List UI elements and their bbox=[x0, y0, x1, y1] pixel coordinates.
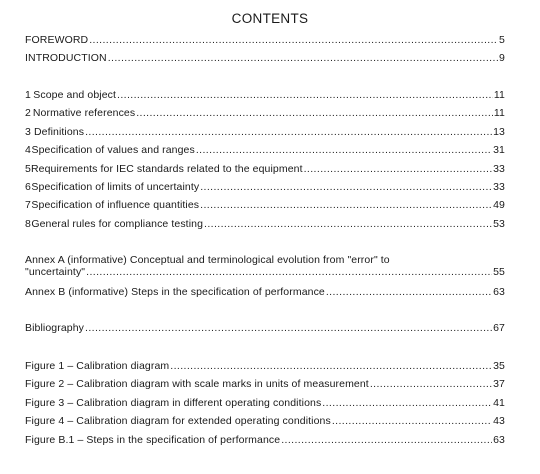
toc-entry-label: Specification of limits of uncertainty bbox=[31, 181, 200, 193]
toc-entry-label: Bibliography bbox=[25, 322, 84, 334]
toc-entry-page: 43 bbox=[493, 415, 505, 427]
toc-entry-label: General rules for compliance testing bbox=[31, 218, 204, 230]
toc-entry-label: Figure 1 – Calibration diagram bbox=[25, 360, 170, 372]
toc-entry-clause-3[interactable] bbox=[25, 125, 505, 139]
toc-entry-figure-3[interactable] bbox=[25, 396, 505, 410]
toc-entry-clause-1[interactable] bbox=[25, 88, 505, 102]
dot-leader bbox=[86, 265, 492, 279]
toc-entry-page: 5 bbox=[499, 34, 505, 46]
toc-entry-page: 37 bbox=[493, 378, 505, 390]
clause-number: 3 bbox=[25, 126, 31, 138]
toc-entry-page: 31 bbox=[493, 144, 505, 156]
dot-leader bbox=[200, 180, 492, 194]
dot-leader bbox=[89, 33, 498, 47]
toc-entry-label: Definitions bbox=[33, 126, 85, 138]
toc-entry-label: Figure 3 – Calibration diagram in different operating conditions bbox=[25, 397, 322, 409]
toc-entry-clause-7[interactable] bbox=[25, 198, 505, 212]
toc-entry-page: 55 bbox=[493, 266, 505, 278]
toc-entry-clause-4[interactable] bbox=[25, 143, 505, 157]
toc-entry-figure-b1[interactable] bbox=[25, 433, 505, 447]
toc-entry-clause-6[interactable] bbox=[25, 180, 505, 194]
toc-entry-label: FOREWORD bbox=[25, 34, 89, 46]
toc-entry-page: 41 bbox=[493, 397, 505, 409]
clause-number: 1 bbox=[25, 89, 31, 101]
toc-entry-label: INTRODUCTION bbox=[25, 52, 107, 64]
toc-entry-figure-4[interactable] bbox=[25, 414, 505, 428]
dot-leader bbox=[196, 143, 492, 157]
dot-leader bbox=[281, 433, 492, 447]
toc-entry-figure-2[interactable] bbox=[25, 377, 505, 391]
toc-entry-label: Annex B (informative) Steps in the specification of performance bbox=[25, 286, 325, 298]
dot-leader bbox=[85, 125, 492, 139]
toc-entry-clause-8[interactable] bbox=[25, 217, 505, 231]
clause-number: 6 bbox=[25, 181, 31, 193]
dot-leader bbox=[304, 162, 493, 176]
toc-entry-annex-a-line1[interactable]: Annex A (informative) Conceptual and terminological evolution from "error" to bbox=[25, 254, 390, 266]
toc-entry-page: 53 bbox=[493, 218, 505, 230]
clause-number: 5 bbox=[25, 163, 31, 175]
dot-leader bbox=[326, 285, 492, 299]
toc-entry-label: Figure 4 – Calibration diagram for extended operating conditions bbox=[25, 415, 331, 427]
toc-entry-label: Requirements for IEC standards related to the equipment bbox=[30, 163, 303, 175]
dot-leader bbox=[204, 217, 492, 231]
dot-leader bbox=[108, 51, 498, 65]
clause-number: 4 bbox=[25, 144, 31, 156]
clause-number: 2 bbox=[25, 107, 31, 119]
toc-entry-clause-5[interactable] bbox=[25, 162, 505, 176]
toc-entry-page: 63 bbox=[493, 434, 505, 446]
toc-entry-page: 49 bbox=[493, 199, 505, 211]
toc-entry-page: 35 bbox=[493, 360, 505, 372]
toc-entry-bibliography[interactable] bbox=[25, 321, 505, 335]
toc-entry-foreword[interactable] bbox=[25, 33, 505, 47]
toc-entry-label: "uncertainty" bbox=[25, 266, 86, 278]
toc-entry-clause-2[interactable] bbox=[25, 106, 505, 120]
clause-number: 7 bbox=[25, 199, 31, 211]
toc-entry-annex-a[interactable] bbox=[25, 265, 505, 279]
toc-entry-page: 63 bbox=[493, 286, 505, 298]
toc-entry-page: 9 bbox=[499, 52, 505, 64]
dot-leader bbox=[170, 359, 492, 373]
toc-entry-label: Scope and object bbox=[33, 89, 117, 101]
toc-entry-page: 33 bbox=[493, 163, 505, 175]
toc-entry-label: Figure B.1 – Steps in the specification of performance bbox=[25, 434, 281, 446]
toc-entry-page: 13 bbox=[493, 126, 505, 138]
toc-entry-page: 33 bbox=[493, 181, 505, 193]
page-title: CONTENTS bbox=[231, 11, 309, 26]
dot-leader bbox=[117, 88, 493, 102]
dot-leader bbox=[136, 106, 493, 120]
dot-leader bbox=[322, 396, 492, 410]
dot-leader bbox=[85, 321, 492, 335]
toc-entry-introduction[interactable] bbox=[25, 51, 505, 65]
toc-entry-page: 67 bbox=[493, 322, 505, 334]
toc-entry-label: Figure 2 – Calibration diagram with scale marks in units of measurement bbox=[25, 378, 369, 390]
toc-entry-label: Specification of values and ranges bbox=[31, 144, 195, 156]
dot-leader bbox=[370, 377, 492, 391]
toc-entry-label: Specification of influence quantities bbox=[31, 199, 200, 211]
dot-leader bbox=[200, 198, 492, 212]
toc-entry-figure-1[interactable] bbox=[25, 359, 505, 373]
toc-entry-page: 11 bbox=[493, 107, 505, 119]
toc-entry-label: Normative references bbox=[32, 107, 136, 119]
toc-entry-annex-b[interactable] bbox=[25, 285, 505, 299]
dot-leader bbox=[332, 414, 492, 428]
toc-entry-page: 11 bbox=[493, 89, 505, 101]
clause-number: 8 bbox=[25, 218, 31, 230]
